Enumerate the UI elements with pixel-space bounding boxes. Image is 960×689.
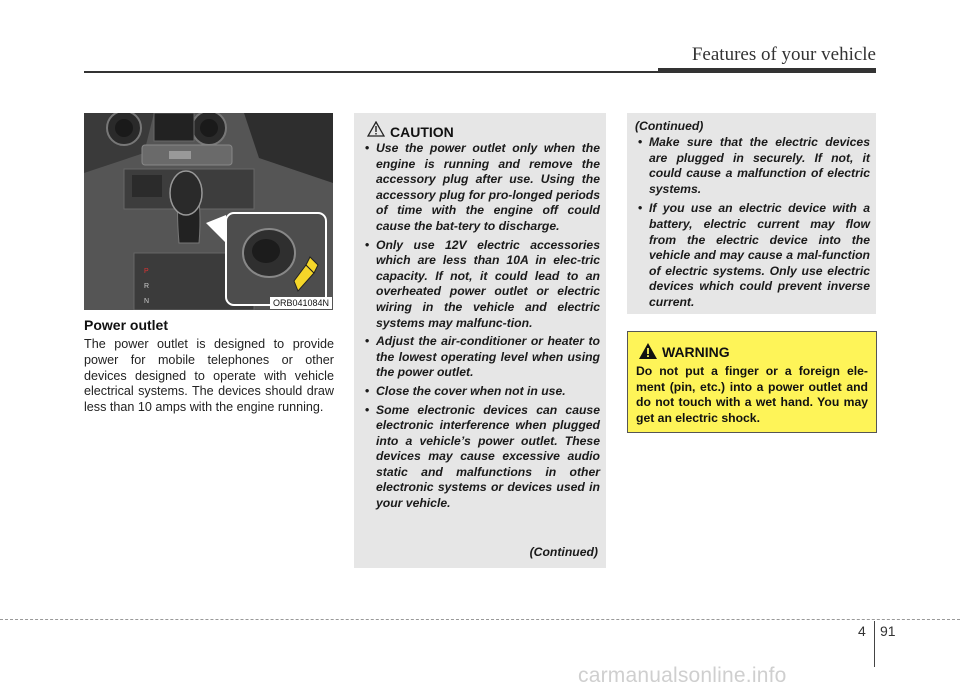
- footer-rule: [0, 619, 960, 620]
- footer-divider: [874, 621, 875, 667]
- shifter-letter-p: P: [144, 268, 149, 275]
- continued-list: [635, 135, 870, 315]
- list-item: • Make sure that the electric devices are plugged in securely. If not, it could cause a malfunction of electric systems.: [638, 135, 870, 196]
- caution-list: [362, 141, 600, 515]
- warning-triangle-icon: [638, 342, 658, 360]
- power-outlet-photo: [84, 113, 333, 310]
- warning-title: WARNING: [662, 344, 730, 360]
- header-rule-accent: [658, 68, 876, 73]
- section-body: The power outlet is designed to provide power for mobile telephones or other devices designed to operate with vehicle electrical systems. The devices should draw less than 10 amps with the engine running.: [84, 337, 334, 415]
- caution-box: [354, 113, 606, 568]
- list-item: • Adjust the air-conditioner or heater to the lowest operating level when using the power outlet.: [365, 334, 600, 380]
- shifter-letter-r: R: [144, 283, 150, 290]
- watermark: carmanualsonline.info: [578, 664, 787, 687]
- list-item: • Close the cover when not in use.: [365, 383, 566, 398]
- warning-text: Do not put a finger or a foreign ele-ment (pin, etc.) into a power outlet and do not touch with a wet hand. You may get an electric shock.: [636, 364, 868, 425]
- section-heading: Power outlet: [84, 317, 169, 333]
- caution-triangle-icon: [367, 121, 385, 137]
- continued-label: (Continued): [635, 119, 704, 133]
- list-item: • Only use 12V electric accessories which are less than 10A in elec-tric capacity. If not, it could lead to an overheated power outlet or electric wiring in the vehicle and electric systems may malfunc-tion.: [365, 237, 600, 330]
- caution-title: CAUTION: [390, 124, 454, 140]
- page-number: 91: [880, 623, 896, 639]
- continued-note: (Continued): [529, 545, 598, 559]
- list-item: • Use the power outlet only when the engine is running and remove the accessory plug after use. Using the accessory plug for pro-longed periods of time with the engine off could cause the bat-tery to discharge.: [365, 141, 600, 233]
- header-rule: [84, 71, 660, 73]
- continued-box: [627, 113, 876, 314]
- console-illustration: [84, 113, 333, 310]
- chapter-number: 4: [858, 623, 866, 639]
- page-header-title: Features of your vehicle: [691, 44, 876, 65]
- warning-box: [627, 331, 877, 433]
- figure-code: ORB041084N: [270, 297, 332, 309]
- shifter-letter-n: N: [144, 298, 150, 305]
- list-item: • Some electronic devices can cause electronic interference when plugged into a vehicle’s power outlet. These devices may cause excessive audio static and malfunctions in other electronic systems or devices used in your vehicle.: [365, 402, 600, 511]
- list-item: • If you use an electric device with a battery, electric current may flow from the electric device into the vehicle and may cause a mal-function of electric systems. Only use electric devices which could prevent inverse current.: [638, 201, 870, 309]
